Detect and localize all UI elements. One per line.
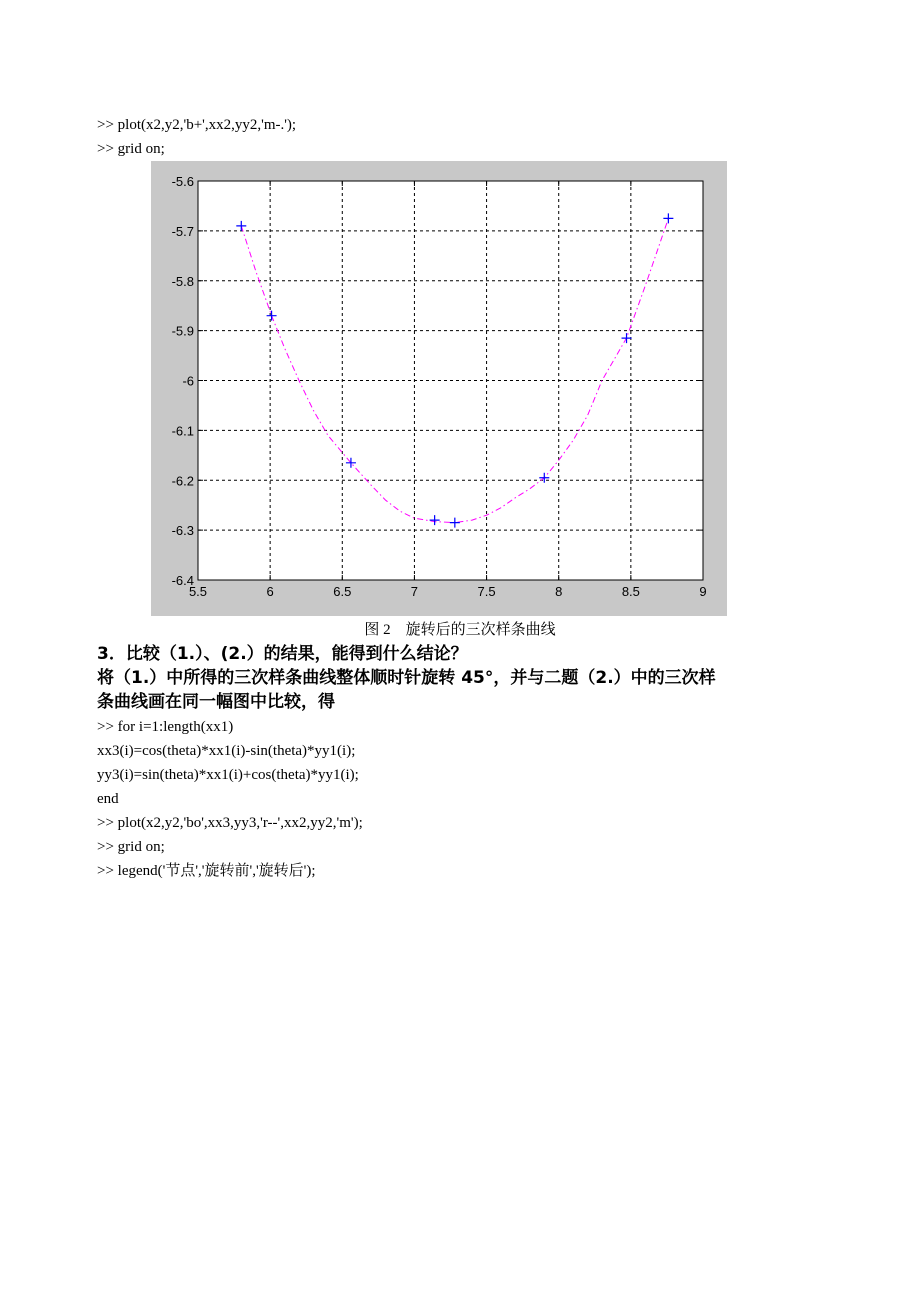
code-line: >> grid on; <box>97 141 165 157</box>
matlab-figure <box>151 161 727 616</box>
y-tick-label: -6.3 <box>171 523 194 539</box>
y-tick-label: -5.7 <box>171 223 194 239</box>
x-tick-label: 6.5 <box>333 584 352 599</box>
y-tick-label: -5.6 <box>171 174 194 189</box>
code-line: yy3(i)=sin(theta)*xx1(i)+cos(theta)*yy1(i); <box>97 767 359 783</box>
code-line: >> plot(x2,y2,'b+',xx2,yy2,'m-.'); <box>97 117 297 133</box>
x-tick-label: 7.5 <box>477 584 496 599</box>
chart-svg <box>151 161 727 616</box>
y-tick-label: -6.4 <box>171 573 194 588</box>
y-tick-label: -6 <box>182 373 194 389</box>
x-tick-label: 6 <box>266 584 274 599</box>
code-line: >> grid on; <box>97 839 165 855</box>
code-line: xx3(i)=cos(theta)*xx1(i)-sin(theta)*yy1(i); <box>97 743 356 759</box>
figure-caption: 图 2 旋转后的三次样条曲线 <box>364 622 556 638</box>
x-tick-label: 8 <box>555 584 563 599</box>
section-text: 条曲线画在同一幅图中比较，得 <box>97 692 335 712</box>
y-tick-label: -6.2 <box>171 473 194 489</box>
code-line: >> plot(x2,y2,'bo',xx3,yy3,'r--',xx2,yy2,'m'); <box>97 815 363 831</box>
section-heading: 3．比较（1.）、(2.）的结果，能得到什么结论？ <box>97 644 468 664</box>
code-line: end <box>97 791 119 807</box>
y-tick-label: -5.9 <box>171 323 194 339</box>
x-tick-label: 5.5 <box>188 584 208 599</box>
section-text: 将（1.）中所得的三次样条曲线整体顺时针旋转 45°，并与二题（2.）中的三次样 <box>97 668 716 688</box>
x-tick-label: 9 <box>699 584 707 599</box>
x-tick-label: 8.5 <box>621 584 640 599</box>
x-tick-label: 7 <box>410 584 419 599</box>
code-line: >> legend('节点','旋转前','旋转后'); <box>97 863 316 879</box>
y-tick-label: -6.1 <box>171 423 194 439</box>
y-tick-label: -5.8 <box>171 273 194 289</box>
code-line: >> for i=1:length(xx1) <box>97 719 234 735</box>
